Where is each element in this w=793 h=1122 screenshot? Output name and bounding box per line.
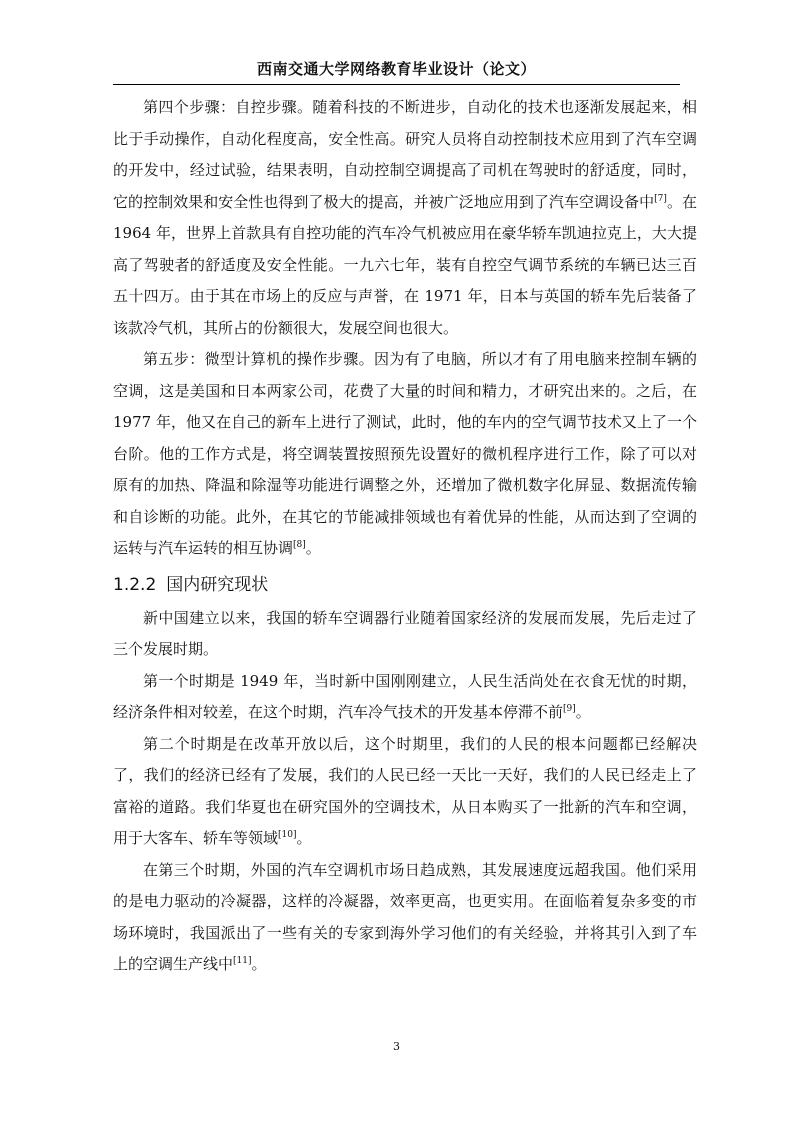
- paragraph-text: 第二个时期是在改革开放以后，这个时期里，我们的人民的根本问题都已经解决了，我们的经济已经有了发展，我们的人民已经一天比一天好，我们的人民已经走上了富裕的道路。我们华夏也在研究国外的空调技术，从日本购买了一批新的汽车和空调，用于大客车、轿车等领域: [113, 734, 697, 847]
- paragraph-text-tail: 。: [305, 539, 321, 557]
- paragraph-intro: [113, 603, 697, 666]
- paragraph-text: 在第三个时期，外国的汽车空调机市场日趋成熟，其发展速度远超我国。他们采用的是电力驱动的冷凝器，这样的冷凝器，效率更高，也更实用。在面临着复杂多变的市场环境时，我国派出了一些有关的专家到海外学习他们的有关经验，并将其引入到了车上的空调生产线中: [113, 860, 697, 973]
- section-heading: [113, 571, 697, 599]
- paragraph-text-tail: 。: [296, 829, 312, 847]
- document-body: [113, 92, 697, 981]
- citation-ref: [11]: [233, 956, 252, 966]
- paragraph-period-three: [113, 855, 697, 981]
- citation-ref: [10]: [278, 830, 297, 840]
- paragraph-step-five: [113, 344, 697, 565]
- citation-ref: [8]: [293, 540, 306, 550]
- document-header-title: 西南交通大学网络教育毕业设计（论文）: [256, 60, 536, 78]
- citation-ref: [9]: [563, 704, 576, 714]
- paragraph-period-one: [113, 666, 697, 729]
- citation-ref: [7]: [654, 193, 667, 204]
- section-title: 国内研究现状: [166, 574, 269, 595]
- paragraph-step-four: [113, 92, 697, 344]
- paragraph-text: 新中国建立以来，我国的轿车空调器行业随着国家经济的发展而发展，先后走过了三个发展时期。: [113, 608, 697, 658]
- page-number: 3: [393, 1040, 400, 1053]
- section-number: 1.2.2: [113, 574, 157, 595]
- header-divider: [113, 84, 680, 85]
- paragraph-text: 第一个时期是 1949 年，当时新中国刚刚建立，人民生活尚处在衣食无忧的时期，经济条件相对较差，在这个时期，汽车冷气技术的开发基本停滞不前: [113, 671, 697, 721]
- paragraph-text: 第五步：微型计算机的操作步骤。因为有了电脑，所以才有了用电脑来控制车辆的空调，这是美国和日本两家公司，花费了大量的时间和精力，才研究出来的。之后，在 1977 年，他又在自己的新车上进行了测试，此时，他的车内的空气调节技术又上了一个台阶。他的工作方式是，将空调装置按照预先设置好的微机程序进行工作，除了可以对原有的加热、降温和除湿等功能进行调整之外，还增加了微机数字化屏显、数据流传输和自诊断的功能。此外，在其它的节能减排领域也有着优异的性能，从而达到了空调的运转与汽车运转的相互协调: [113, 350, 697, 557]
- paragraph-period-two: [113, 729, 697, 855]
- paragraph-text: 第四个步骤：自控步骤。随着科技的不断进步，自动化的技术也逐渐发展起来，相比于手动操作，自动化程度高，安全性高。研究人员将自动控制技术应用到了汽车空调的开发中，经过试验，结果表明，自动控制空调提高了司机在驾驶时的舒适度，同时，它的控制效果和安全性也得到了极大的提高，并被广泛地应用到了汽车空调设备中: [113, 98, 697, 211]
- paragraph-text-tail: 。: [575, 703, 591, 721]
- paragraph-text-tail: 。在 1964 年，世界上首款具有自控功能的汽车冷气机被应用在豪华轿车凯迪拉克上，大大提高了驾驶者的舒适度及安全性能。一九六七年，装有自控空气调节系统的车辆已达三百五十四万。由于其在市场上的反应与声誉，在 1971 年，日本与英国的轿车先后装备了该款冷气机，其所占的份额很大，发展空间也很大。: [113, 192, 697, 337]
- paragraph-text-tail: 。: [251, 955, 267, 973]
